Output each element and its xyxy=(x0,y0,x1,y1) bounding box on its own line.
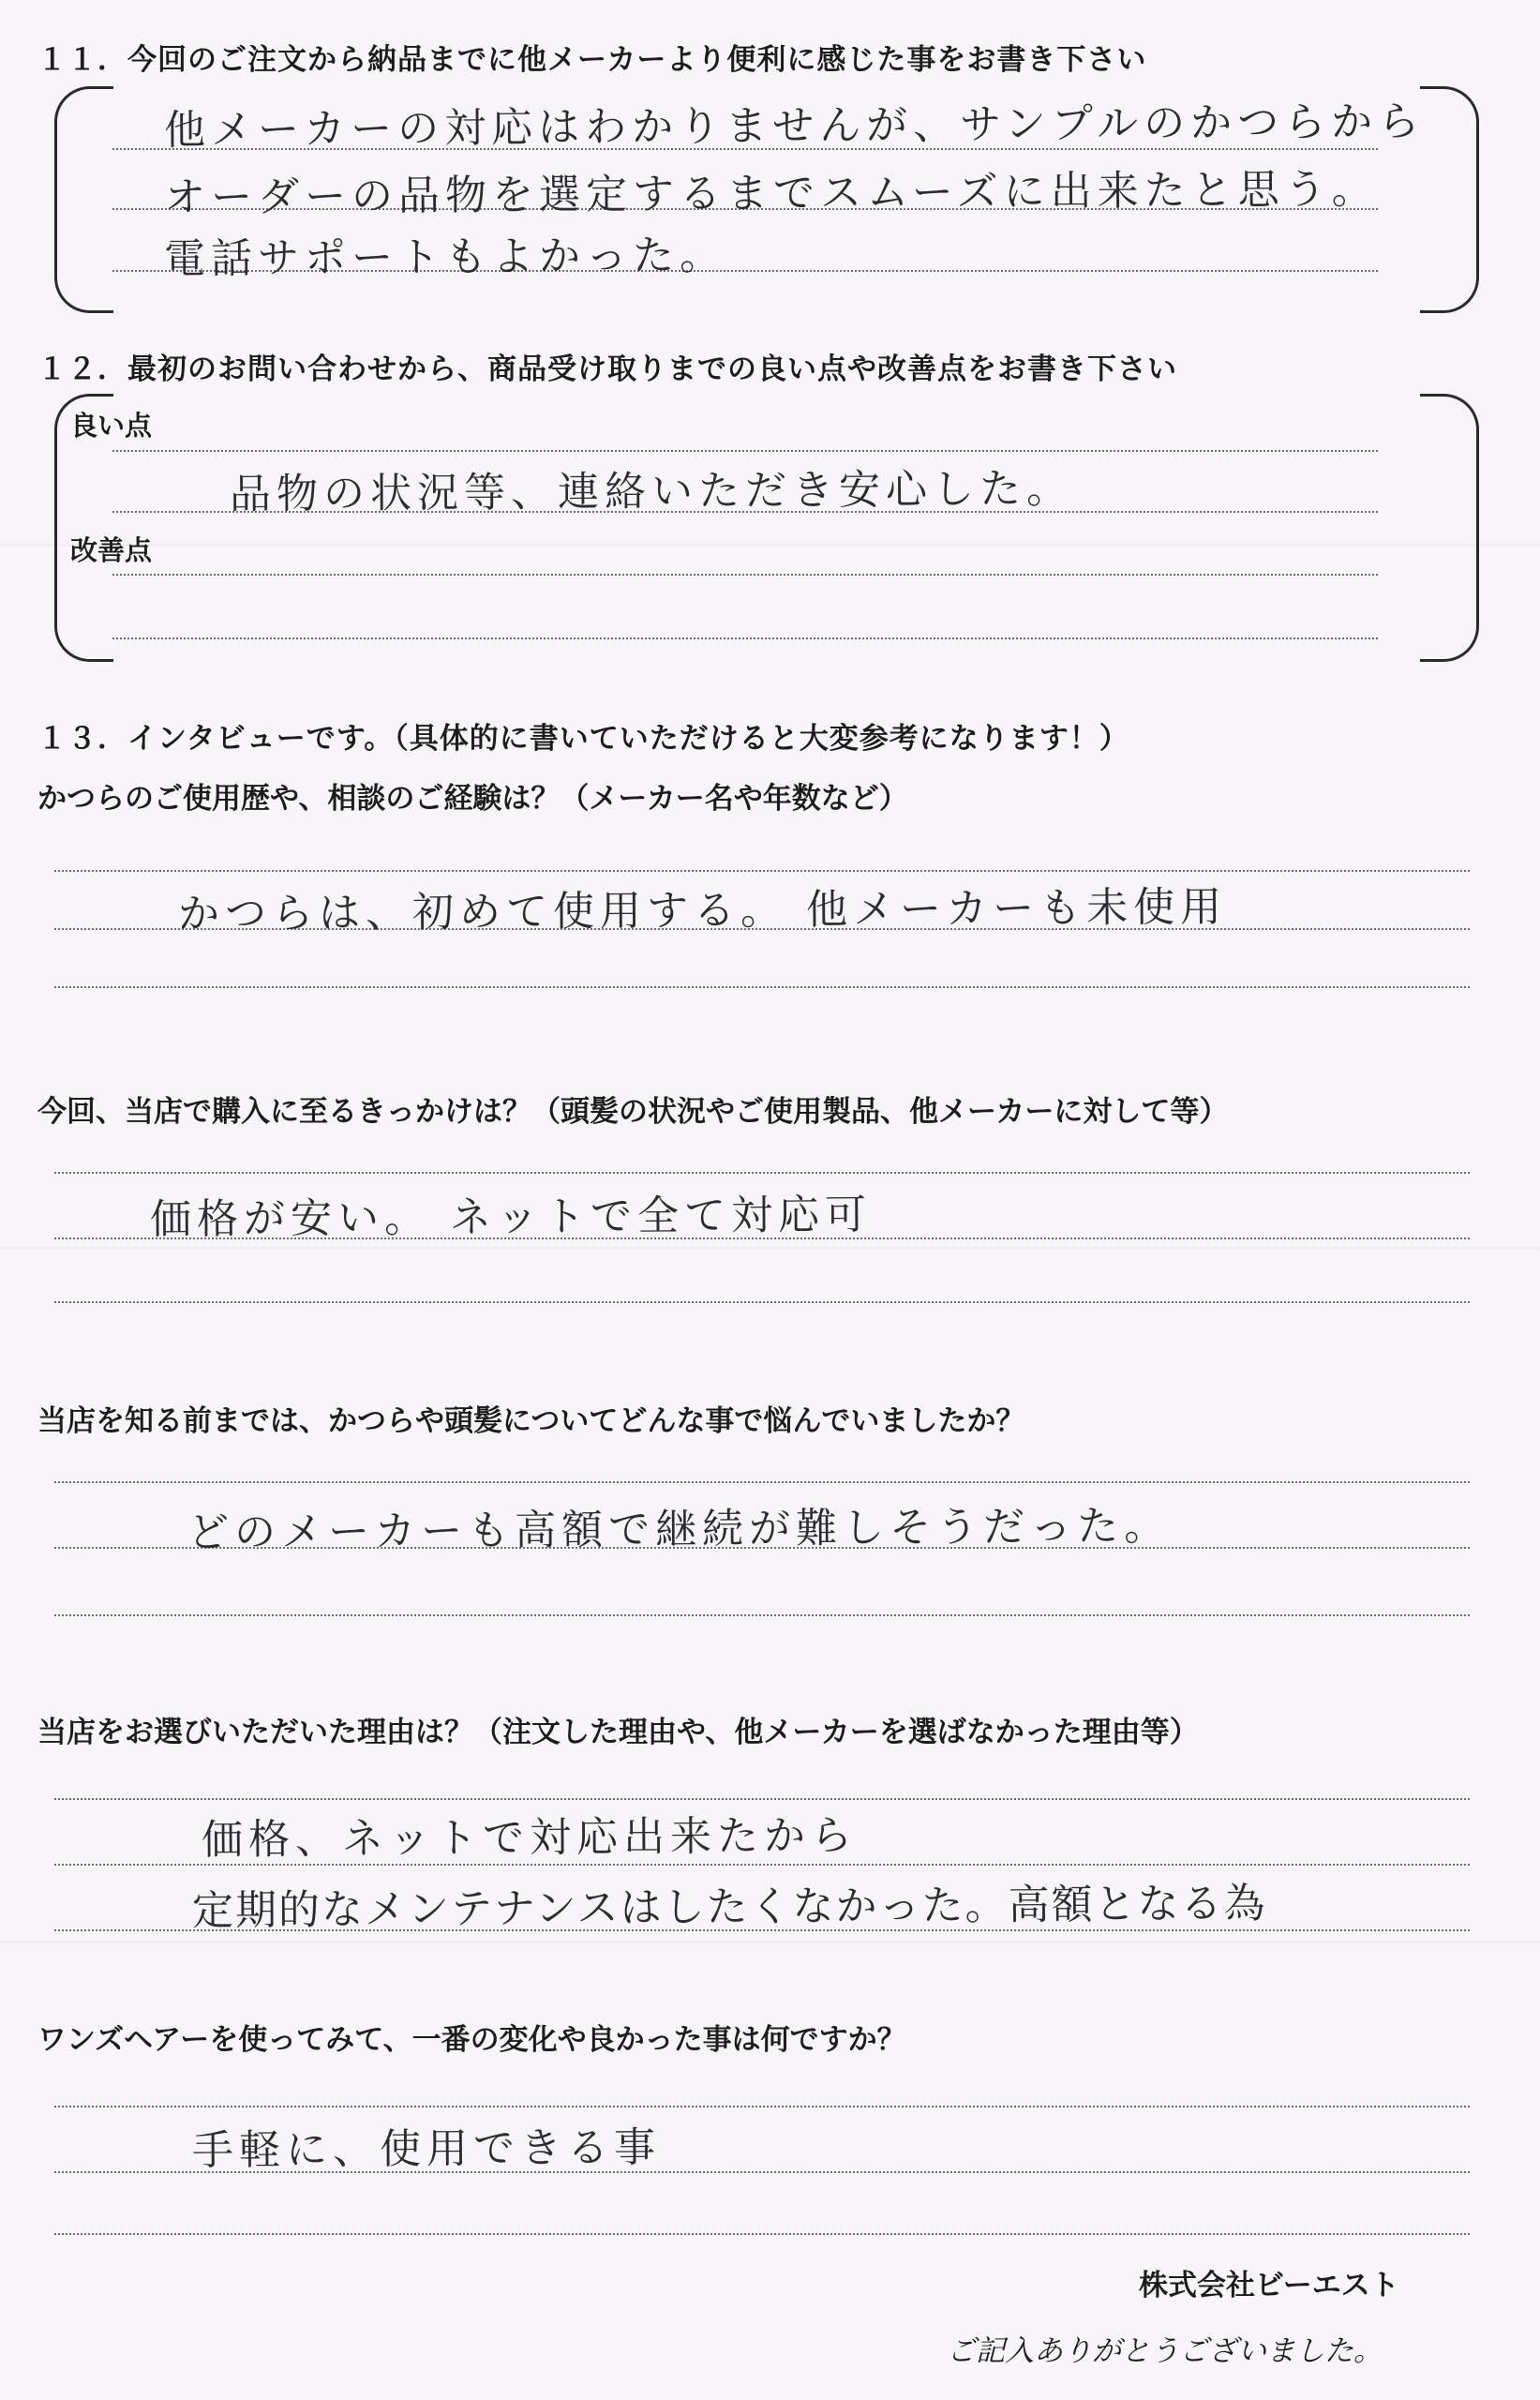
interview-question-best-change: ワンズヘアーを使ってみて、一番の変化や良かった事は何ですか？ xyxy=(37,2023,906,2057)
improve-point-label: 改善点 xyxy=(70,534,153,566)
paper-crease xyxy=(0,1941,1540,1946)
q11-bracket-right xyxy=(1420,86,1479,313)
q11-answer-line-2: オーダーの品物を選定するまでスムーズに出来たと思う。 xyxy=(163,165,1379,222)
answer-line xyxy=(112,450,1378,452)
company-name: 株式会社ビーエスト xyxy=(1139,2269,1399,2302)
q11-bracket-left xyxy=(54,86,113,313)
good-point-answer: 品物の状況等、連絡いただき安心した。 xyxy=(229,464,1074,519)
answer-line xyxy=(54,1301,1470,1303)
answer-line xyxy=(54,1614,1470,1616)
answer-line xyxy=(54,2233,1470,2235)
q11-title: １１．今回のご注文から納品までに他メーカーより便利に感じた事をお書き下さい xyxy=(37,43,1147,77)
interview-question-reason-chosen: 当店をお選びいただいた理由は？（注文した理由や、他メーカーを選ばなかった理由等） xyxy=(37,1716,1199,1749)
answer-line xyxy=(112,638,1378,639)
interview-answer-reason-chosen-line-1: 価格、ネットで対応出来たから xyxy=(201,1811,859,1865)
q12-bracket-right xyxy=(1420,394,1479,662)
answer-line xyxy=(54,1172,1470,1174)
answer-line xyxy=(54,986,1470,988)
interview-question-prior-concerns: 当店を知る前までは、かつらや頭髪についてどんな事で悩んでいましたか？ xyxy=(37,1404,1025,1438)
interview-question-purchase-trigger: 今回、当店で購入に至るきっかけは？（頭髪の状況やご使用製品、他メーカーに対して等） xyxy=(37,1095,1229,1129)
q11-answer-line-3: 電話サポートもよかった。 xyxy=(163,231,727,284)
interview-question-usage-history: かつらのご使用歴や、相談のご経験は？（メーカー名や年数など） xyxy=(37,782,908,816)
paper-crease xyxy=(0,1247,1540,1252)
answer-line xyxy=(112,511,1378,513)
interview-answer-prior-concerns: どのメーカーも高額で継続が難しそうだった。 xyxy=(187,1502,1172,1557)
good-point-label: 良い点 xyxy=(70,410,153,442)
answer-line xyxy=(54,1798,1470,1800)
interview-answer-reason-chosen-line-2: 定期的なメンテナンスはしたくなかった。高額となる為 xyxy=(191,1879,1267,1936)
interview-answer-purchase-trigger: 価格が安い。 ネットで全て対応可 xyxy=(149,1191,873,1244)
q12-title: １２．最初のお問い合わせから、商品受け取りまでの良い点や改善点をお書き下さい xyxy=(37,352,1177,386)
q13-title: １３．インタビューです。（具体的に書いていただけると大変参考になります！） xyxy=(37,722,1129,756)
q11-answer-line-1: 他メーカーの対応はわかりませんが、サンプルのかつらから xyxy=(163,98,1426,155)
interview-answer-usage-history: かつらは、初めて使用する。 他メーカーも未使用 xyxy=(177,883,1228,938)
paper-crease xyxy=(0,544,1540,549)
thank-you-message: ご記入ありがとうございました。 xyxy=(947,2334,1383,2368)
interview-answer-best-change: 手軽に、使用できる事 xyxy=(191,2123,662,2175)
answer-line xyxy=(54,870,1470,872)
answer-line xyxy=(54,1481,1470,1483)
answer-line xyxy=(54,2106,1470,2108)
answer-line xyxy=(112,574,1378,576)
